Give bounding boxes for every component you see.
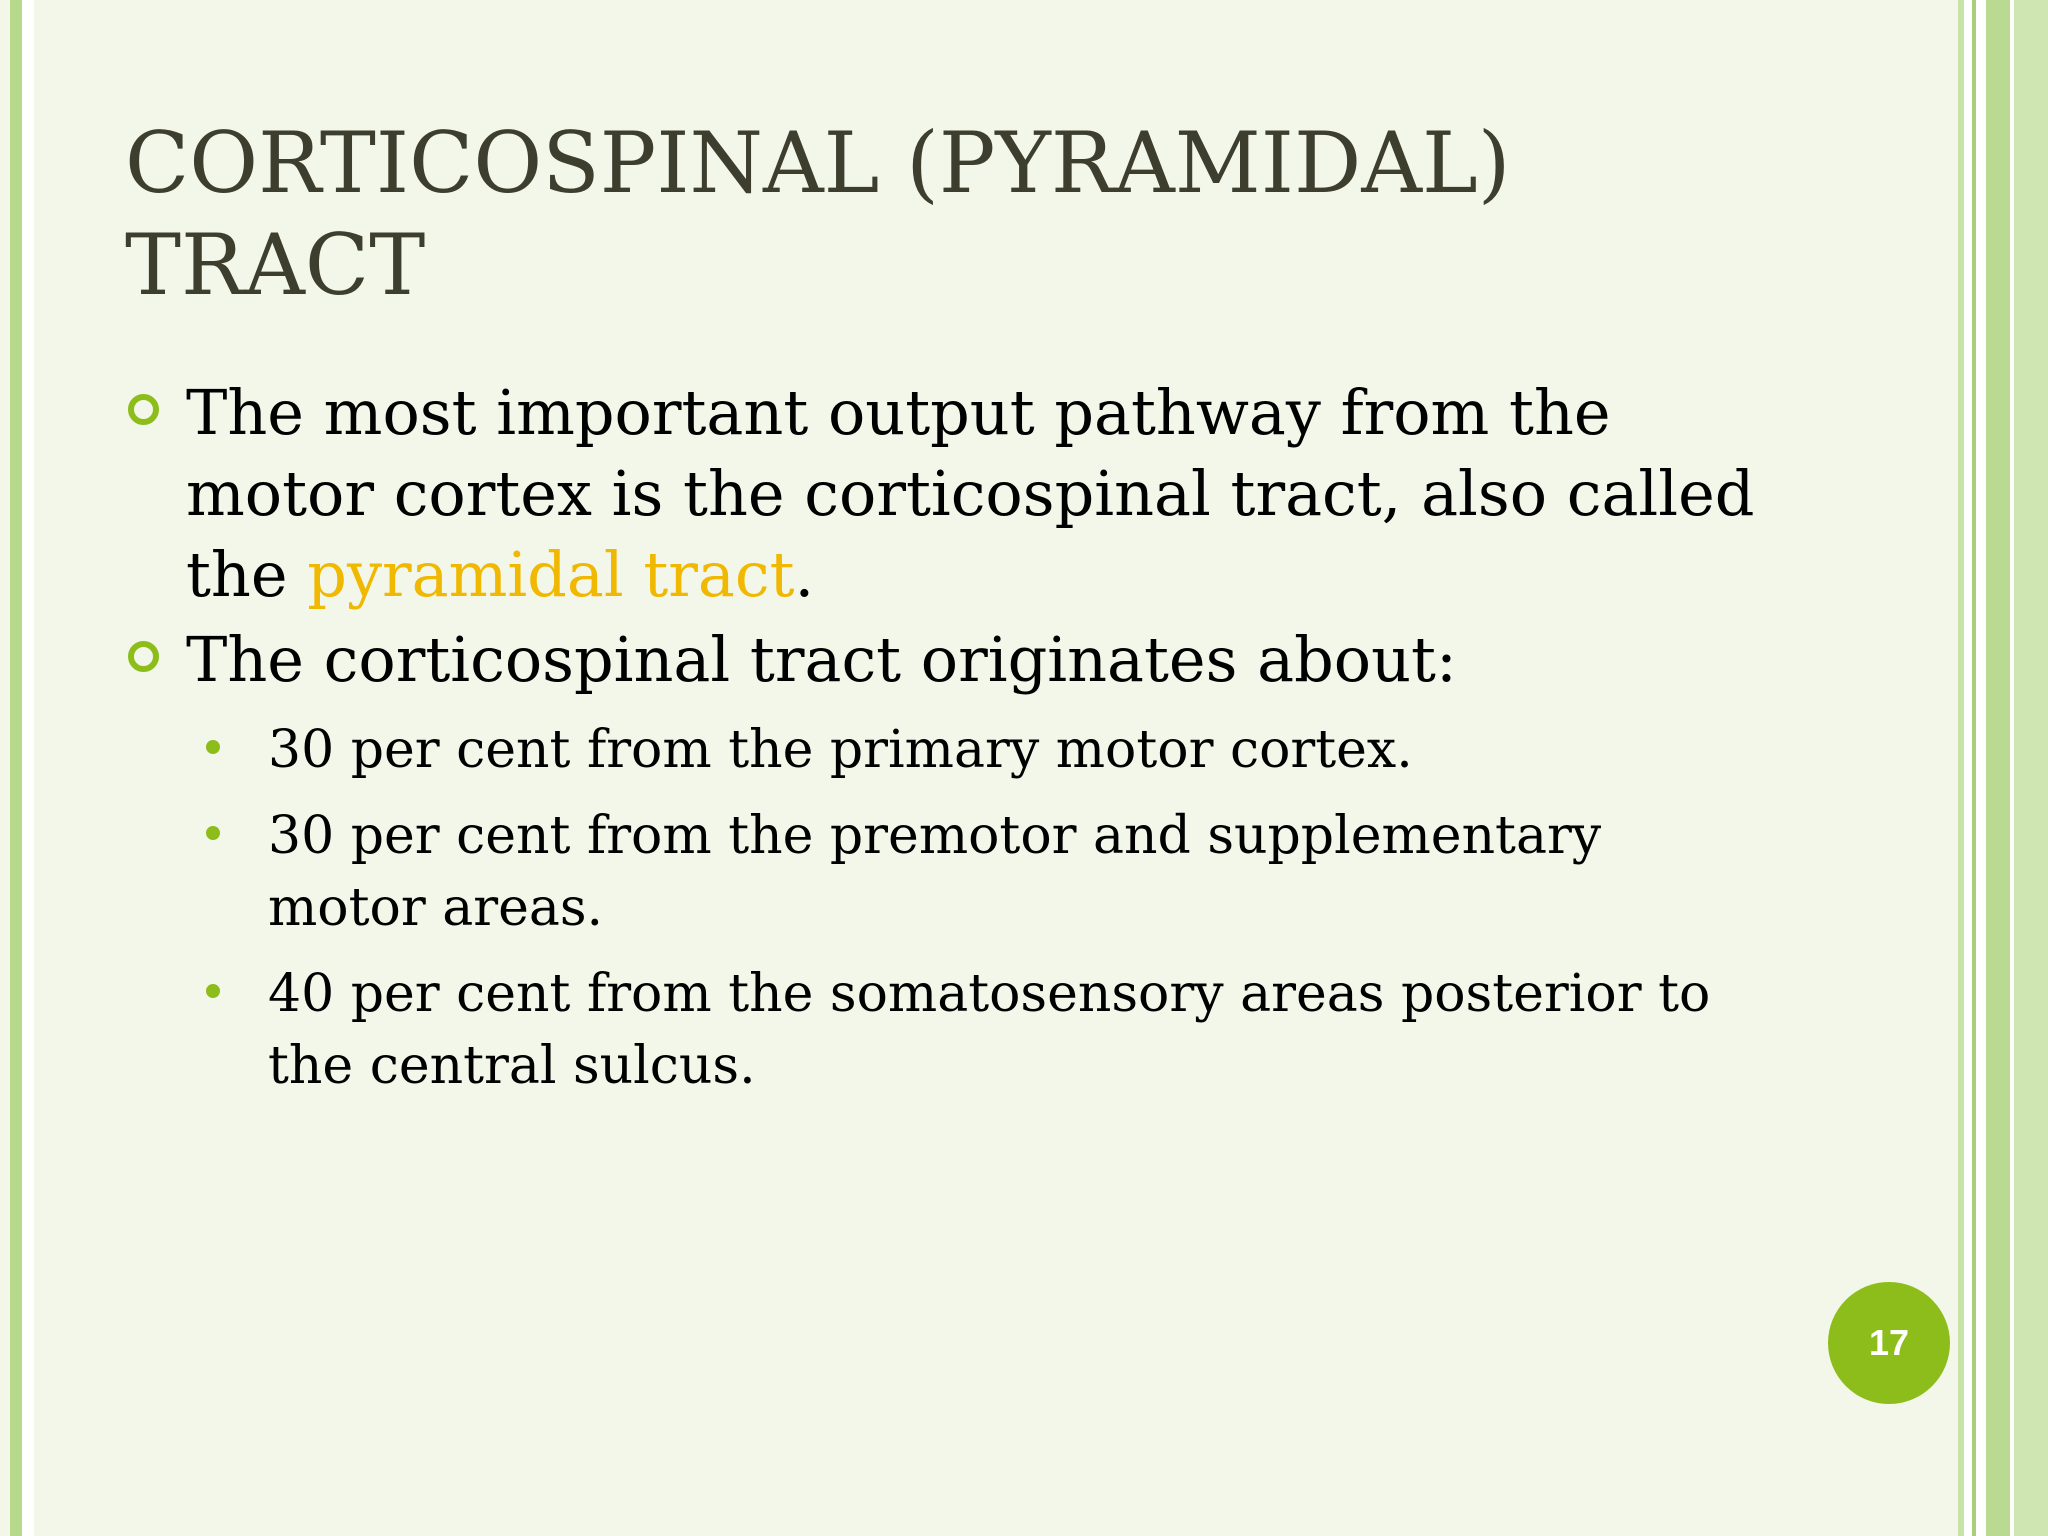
- dot-bullet-icon: [206, 826, 220, 840]
- slide-title-line2: TRACT: [125, 216, 426, 314]
- right-decorative-stripe: [1964, 0, 1972, 1536]
- highlighted-term: pyramidal tract: [307, 538, 795, 611]
- sub-bullet-text: 30 per cent from the primary motor cortex.: [268, 720, 1413, 780]
- ring-bullet-icon: [128, 641, 159, 672]
- sub-bullet-item: [268, 800, 1770, 944]
- sub-bullet-text: 30 per cent from the premotor and supplementary motor areas.: [268, 806, 1602, 938]
- bullet-item: [120, 619, 1770, 700]
- right-decorative-stripe: [1986, 0, 2010, 1536]
- sub-bullet-text: 40 per cent from the somatosensory areas posterior to the central sulcus.: [268, 964, 1711, 1096]
- ring-bullet-icon: [128, 394, 159, 425]
- bullet-text: The corticospinal tract originates about:: [186, 623, 1457, 696]
- right-decorative-stripe: [1976, 0, 1986, 1536]
- slide-title-line1: CORTICOSPINAL (PYRAMIDAL): [125, 114, 1511, 212]
- bullet-text-end: .: [794, 538, 815, 611]
- sub-bullet-list: [120, 714, 1770, 1102]
- dot-bullet-icon: [206, 984, 220, 998]
- bullet-item: [120, 372, 1770, 615]
- left-decorative-gap: [22, 0, 34, 1536]
- slide-title: [125, 112, 1525, 316]
- right-decorative-stripe: [2014, 0, 2048, 1536]
- sub-bullet-item: [268, 958, 1770, 1102]
- sub-bullet-item: [268, 714, 1770, 786]
- left-decorative-stripe: [10, 0, 22, 1536]
- bullet-text: The most important output pathway from the motor cortex is the corticospinal tract, also called the: [186, 376, 1755, 611]
- page-number-badge: 17: [1828, 1282, 1950, 1404]
- dot-bullet-icon: [206, 740, 220, 754]
- slide-content: [120, 372, 1770, 1116]
